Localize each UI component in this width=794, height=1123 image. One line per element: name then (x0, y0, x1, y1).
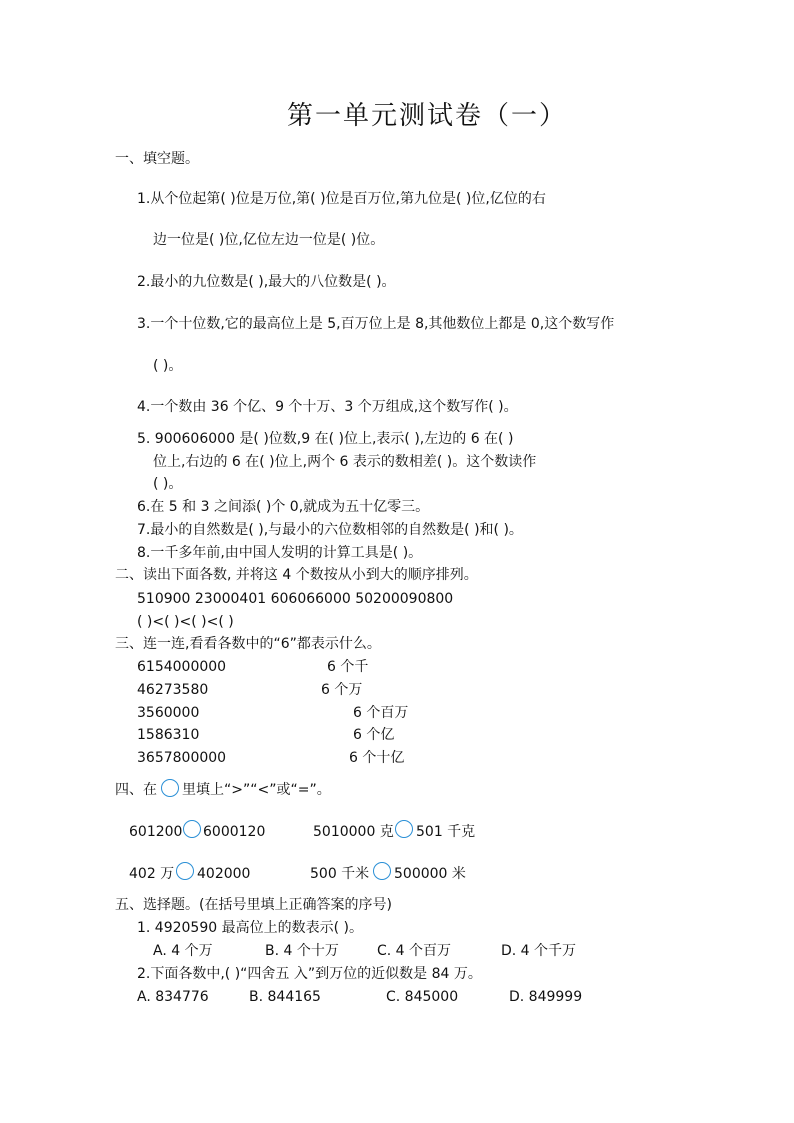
choice-question-1: 1. 4920590 最高位上的数表示( )。 (137, 920, 363, 936)
match-right-meaning: 6 个百万 (353, 705, 409, 721)
match-left-number: 3560000 (137, 705, 200, 721)
section-1-heading: 一、填空题。 (115, 151, 199, 167)
match-right-meaning: 6 个十亿 (349, 750, 405, 766)
compare-2-right: 501 千克 (416, 824, 476, 840)
match-left-number: 6154000000 (137, 659, 227, 675)
choice-option: D. 4 个千万 (501, 943, 577, 959)
choice-option: A. 4 个万 (153, 943, 213, 959)
section-4-heading-prefix: 四、在 (115, 782, 157, 798)
question-6: 6.在 5 和 3 之间添( )个 0,就成为五十亿零三。 (137, 499, 430, 515)
section-2-heading: 二、读出下面各数, 并将这 4 个数按从小到大的顺序排列。 (115, 567, 478, 583)
match-right-meaning: 6 个亿 (353, 727, 395, 743)
question-1-line-1: 1.从个位起第( )位是万位,第( )位是百万位,第九位是( )位,亿位的右 (137, 191, 546, 207)
section-5-heading: 五、选择题。(在括号里填上正确答案的序号) (115, 897, 392, 913)
compare-circle-1[interactable] (183, 820, 201, 838)
choice-option: C. 4 个百万 (377, 943, 452, 959)
question-8: 8.一千多年前,由中国人发明的计算工具是( )。 (137, 545, 423, 561)
question-4: 4.一个数由 36 个亿、9 个十万、3 个万组成,这个数写作( )。 (137, 399, 518, 415)
compare-4-left: 500 千米 (310, 866, 370, 882)
question-3-line-2: ( )。 (153, 358, 183, 374)
choice-question-2: 2.下面各数中,( )“四舍五 入”到万位的近似数是 84 万。 (137, 966, 482, 982)
question-5-line-2: 位上,右边的 6 在( )位上,两个 6 表示的数相差( )。这个数读作 (153, 454, 537, 470)
choice-option: C. 845000 (386, 989, 459, 1005)
section-3-heading: 三、连一连,看看各数中的“6”都表示什么。 (115, 636, 381, 652)
question-5-line-1: 5. 900606000 是( )位数,9 在( )位上,表示( ),左边的 6 在( ) (137, 431, 514, 447)
match-left-number: 46273580 (137, 682, 209, 698)
question-7: 7.最小的自然数是( ),与最小的六位数相邻的自然数是( )和( )。 (137, 522, 523, 538)
compare-circle-4[interactable] (373, 862, 391, 880)
choice-option: B. 844165 (249, 989, 321, 1005)
section-2-numbers: 510900 23000401 606066000 50200090800 (137, 591, 454, 607)
question-1-line-2: 边一位是( )位,亿位左边一位是( )位。 (153, 232, 385, 248)
compare-3-right: 402000 (197, 866, 251, 882)
compare-circle-icon (161, 779, 179, 797)
choice-option: B. 4 个十万 (265, 943, 339, 959)
compare-circle-2[interactable] (395, 820, 413, 838)
match-right-meaning: 6 个千 (327, 659, 369, 675)
match-left-number: 1586310 (137, 727, 200, 743)
question-5-line-3: ( )。 (153, 476, 183, 492)
page-title: 第一单元测试卷（一） (287, 101, 568, 131)
question-2: 2.最小的九位数是( ),最大的八位数是( )。 (137, 274, 396, 290)
section-2-order-blanks: ( )<( )<( )<( ) (137, 614, 234, 630)
compare-4-right: 500000 米 (394, 866, 466, 882)
section-4-heading-suffix: 里填上“>”“<”或“=”。 (182, 782, 331, 798)
match-right-meaning: 6 个万 (321, 682, 363, 698)
choice-option: D. 849999 (509, 989, 583, 1005)
compare-1-left: 601200 (129, 824, 183, 840)
compare-circle-3[interactable] (176, 862, 194, 880)
question-3-line-1: 3.一个十位数,它的最高位上是 5,百万位上是 8,其他数位上都是 0,这个数写作 (137, 316, 615, 332)
compare-1-right: 6000120 (203, 824, 266, 840)
compare-3-left: 402 万 (129, 866, 175, 882)
choice-option: A. 834776 (137, 989, 209, 1005)
match-left-number: 3657800000 (137, 750, 227, 766)
compare-2-left: 5010000 克 (313, 824, 394, 840)
